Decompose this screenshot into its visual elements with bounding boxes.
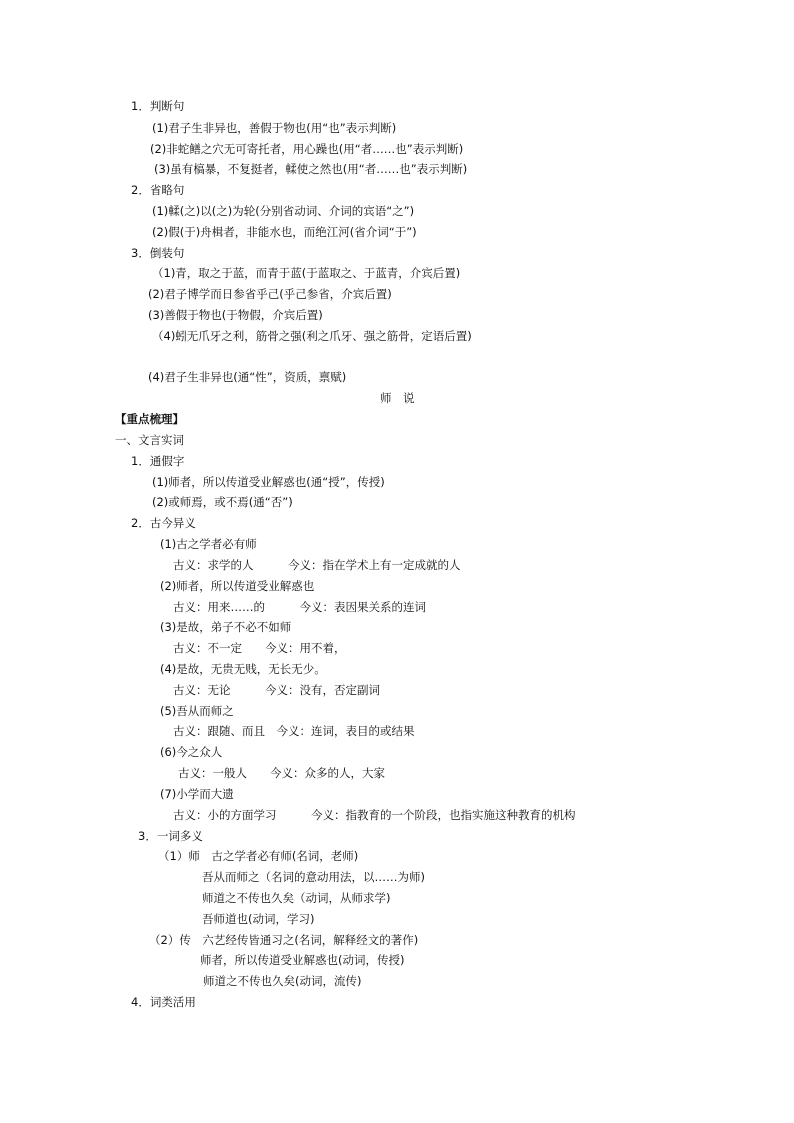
- text-line: （1）师 古之学者必有师(名词，老师): [158, 849, 359, 863]
- text-line: (4)君子生非异也(通“性”，资质，禀赋): [148, 370, 347, 384]
- text-line: (4)是故，无贵无贱，无长无少。: [160, 662, 326, 676]
- text-line: 古义：用来……的 今义：表因果关系的连词: [173, 600, 426, 614]
- key-points-heading: 【重点梳理】: [115, 412, 184, 426]
- heading-polysemy: 3．一词多义: [138, 829, 203, 843]
- text-line: 吾师道也(动词，学习): [202, 912, 315, 926]
- text-line: 师者，所以传道受业解惑也(动词，传授): [200, 953, 405, 967]
- text-line: (1)輮(之)以(之)为轮(分别省动词、介词的宾语“之”): [152, 204, 415, 218]
- text-line: (3)虽有槁暴，不复挺者，輮使之然也(用“者……也”表示判断): [154, 162, 468, 176]
- text-line: (2)君子博学而日参省乎己(乎己参省，介宾后置): [148, 287, 392, 301]
- heading-ancient-modern-meanings: 2．古今异义: [131, 516, 196, 530]
- text-line: 古义：不一定 今义：用不着，: [173, 641, 346, 655]
- text-line: 师道之不传也久矣(动词，流传): [203, 974, 362, 988]
- heading-content-words: 一、文言实词: [115, 433, 184, 447]
- section-title: 师 说: [380, 391, 415, 405]
- text-line: (2)师者，所以传道受业解惑也: [160, 579, 315, 593]
- text-line: (2)假(于)舟楫者，非能水也，而绝江河(省介词“于”): [152, 225, 417, 239]
- text-line: 吾从而师之（名词的意动用法，以……为师): [202, 870, 425, 884]
- text-line: (1)君子生非异也，善假于物也(用“也”表示判断): [152, 121, 397, 135]
- text-line: (1)师者，所以传道受业解惑也(通“授”，传授): [152, 475, 385, 489]
- text-line: (7)小学而大遗: [160, 787, 234, 801]
- text-line: （4)蚓无爪牙之利，筋骨之强(利之爪牙、强之筋骨，定语后置): [152, 329, 472, 343]
- text-line: (6)今之众人: [160, 745, 223, 759]
- heading-judgment-sentences: 1．判断句: [131, 99, 185, 113]
- text-line: (2)或师焉，或不焉(通“否”): [152, 495, 293, 509]
- text-line: (1)古之学者必有师: [160, 537, 257, 551]
- heading-part-of-speech-shift: 4．词类活用: [131, 995, 196, 1009]
- text-line: 古义：跟随、而且 今义：连词，表目的或结果: [173, 724, 415, 738]
- text-line: 古义：一般人 今义：众多的人，大家: [178, 766, 385, 780]
- text-line: (5)吾从而师之: [160, 704, 234, 718]
- text-line: 师道之不传也久矣（动词，从师求学): [202, 891, 391, 905]
- text-line: (3)善假于物也(于物假，介宾后置): [148, 308, 323, 322]
- text-line: （2）传 六艺经传皆通习之(名词，解释经文的著作): [149, 933, 419, 947]
- heading-ellipsis-sentences: 2．省略句: [131, 183, 185, 197]
- text-line: (2)非蛇鳝之穴无可寄托者，用心躁也(用“者……也”表示判断): [150, 142, 464, 156]
- text-line: (3)是故，弟子不必不如师: [160, 620, 292, 634]
- text-line: （1)青，取之于蓝，而青于蓝(于蓝取之、于蓝青，介宾后置): [152, 266, 461, 280]
- heading-interchangeable-characters: 1．通假字: [131, 454, 185, 468]
- text-line: 古义：求学的人 今义：指在学术上有一定成就的人: [173, 558, 461, 572]
- heading-inverted-sentences: 3．倒装句: [131, 246, 185, 260]
- text-line: 古义：小的方面学习 今义：指教育的一个阶段，也指实施这种教育的机构: [173, 808, 576, 822]
- text-line: 古义：无论 今义：没有，否定副词: [173, 683, 380, 697]
